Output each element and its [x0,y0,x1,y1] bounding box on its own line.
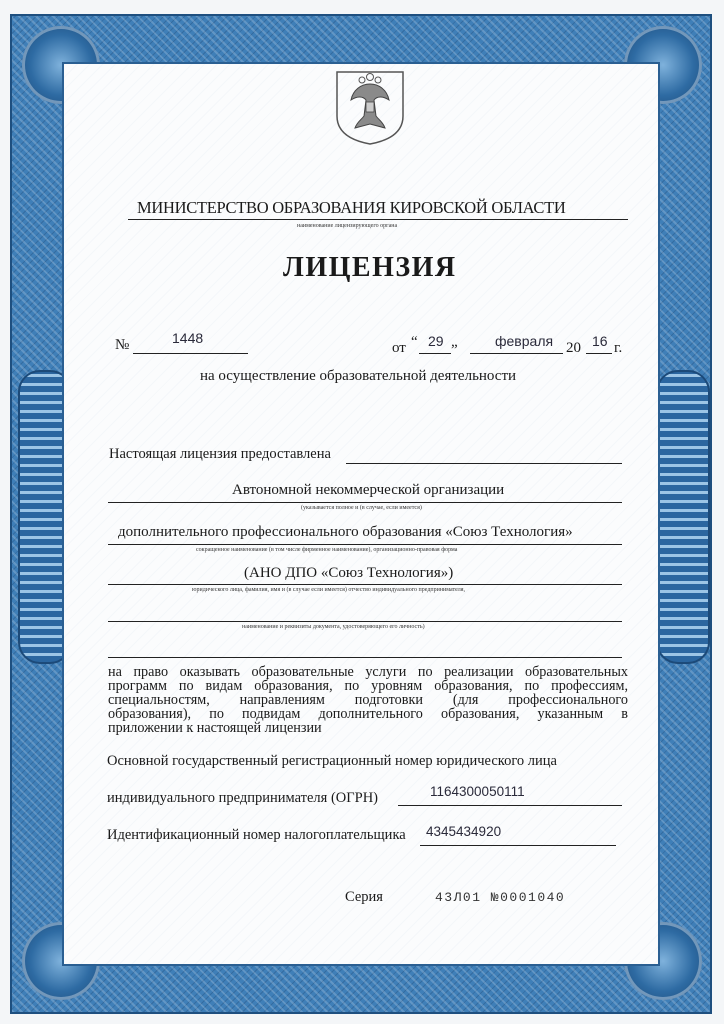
number-underline [133,353,248,354]
issuing-authority: МИНИСТЕРСТВО ОБРАЗОВАНИЯ КИРОВСКОЙ ОБЛАСТИ [137,198,566,217]
rights-line: приложении к настоящей лицензии [108,720,322,736]
caption-full-name: (указывается полное и (в случае, если имеется) [301,505,422,511]
ogrn-value: 1164300050111 [430,784,525,799]
number-label: № [115,337,130,353]
year-unit: г. [614,340,623,356]
blank-underline [108,657,622,658]
ogrn-label-line-2: индивидуального предпринимателя (ОГРН) [107,790,378,806]
org-line-1-underline [108,502,622,503]
ogrn-underline [398,805,622,806]
rights-line: специальностям, направлениям подготовки (для профессионального [108,692,628,708]
year-prefix: 20 [566,340,581,356]
rights-paragraph [108,665,628,735]
quote-open: “ [411,334,418,350]
date-from-label: от [392,340,406,356]
quote-close: „ [451,334,458,350]
authority-caption: наименование лицензирующего органа [297,223,398,229]
inn-value: 4345434920 [426,824,502,839]
organization-line-1: Автономной некоммерческой организации [232,482,505,498]
caption-short-name: сокращенное наименование (в том числе фирменное наименование), организационно-правовая форма [196,547,458,553]
inn-underline [420,845,616,846]
month-underline [470,353,563,354]
issue-day: 29 [428,333,444,349]
series-label: Серия [345,889,383,905]
caption-identity-doc: наименование и реквизиты документа, удостоверяющего его личность) [242,624,425,630]
org-line-3-underline [108,584,622,585]
granted-underline [346,463,622,464]
issue-month: февраля [495,333,554,349]
inn-label: Идентификационный номер налогоплательщика [107,827,406,843]
year-suffix: 16 [592,333,608,349]
series-value: 43Л01 №0001040 [435,890,566,905]
year-underline [586,353,612,354]
organization-line-2: дополнительного профессионального образования «Союз Технология» [118,524,573,540]
day-underline [419,353,451,354]
side-knot-right [656,370,710,664]
organization-line-3: (АНО ДПО «Союз Технология») [244,565,454,581]
ogrn-label-line-1: Основной государственный регистрационный номер юридического лица [107,753,557,769]
document-title: ЛИЦЕНЗИЯ [283,252,457,283]
rights-line: программ по видам образования, по уровням образования, по профессиям, [108,678,628,694]
coat-of-arms-emblem [331,66,409,146]
org-line-2-underline [108,544,622,545]
rights-line: на право оказывать образовательные услуги по реализации образовательных [108,664,628,680]
license-number: 1448 [172,330,204,346]
caption-entity: юридического лица, фамилия, имя и (в случае если имеется) отчество индивидуального предпринимателя, [192,587,466,593]
authority-underline [128,219,628,220]
identity-doc-underline [108,621,622,622]
rights-line: образования), по подвидам дополнительного образования, указанным в [108,706,628,722]
granted-label: Настоящая лицензия предоставлена [109,446,331,462]
license-purpose: на осуществление образовательной деятельности [200,368,517,384]
